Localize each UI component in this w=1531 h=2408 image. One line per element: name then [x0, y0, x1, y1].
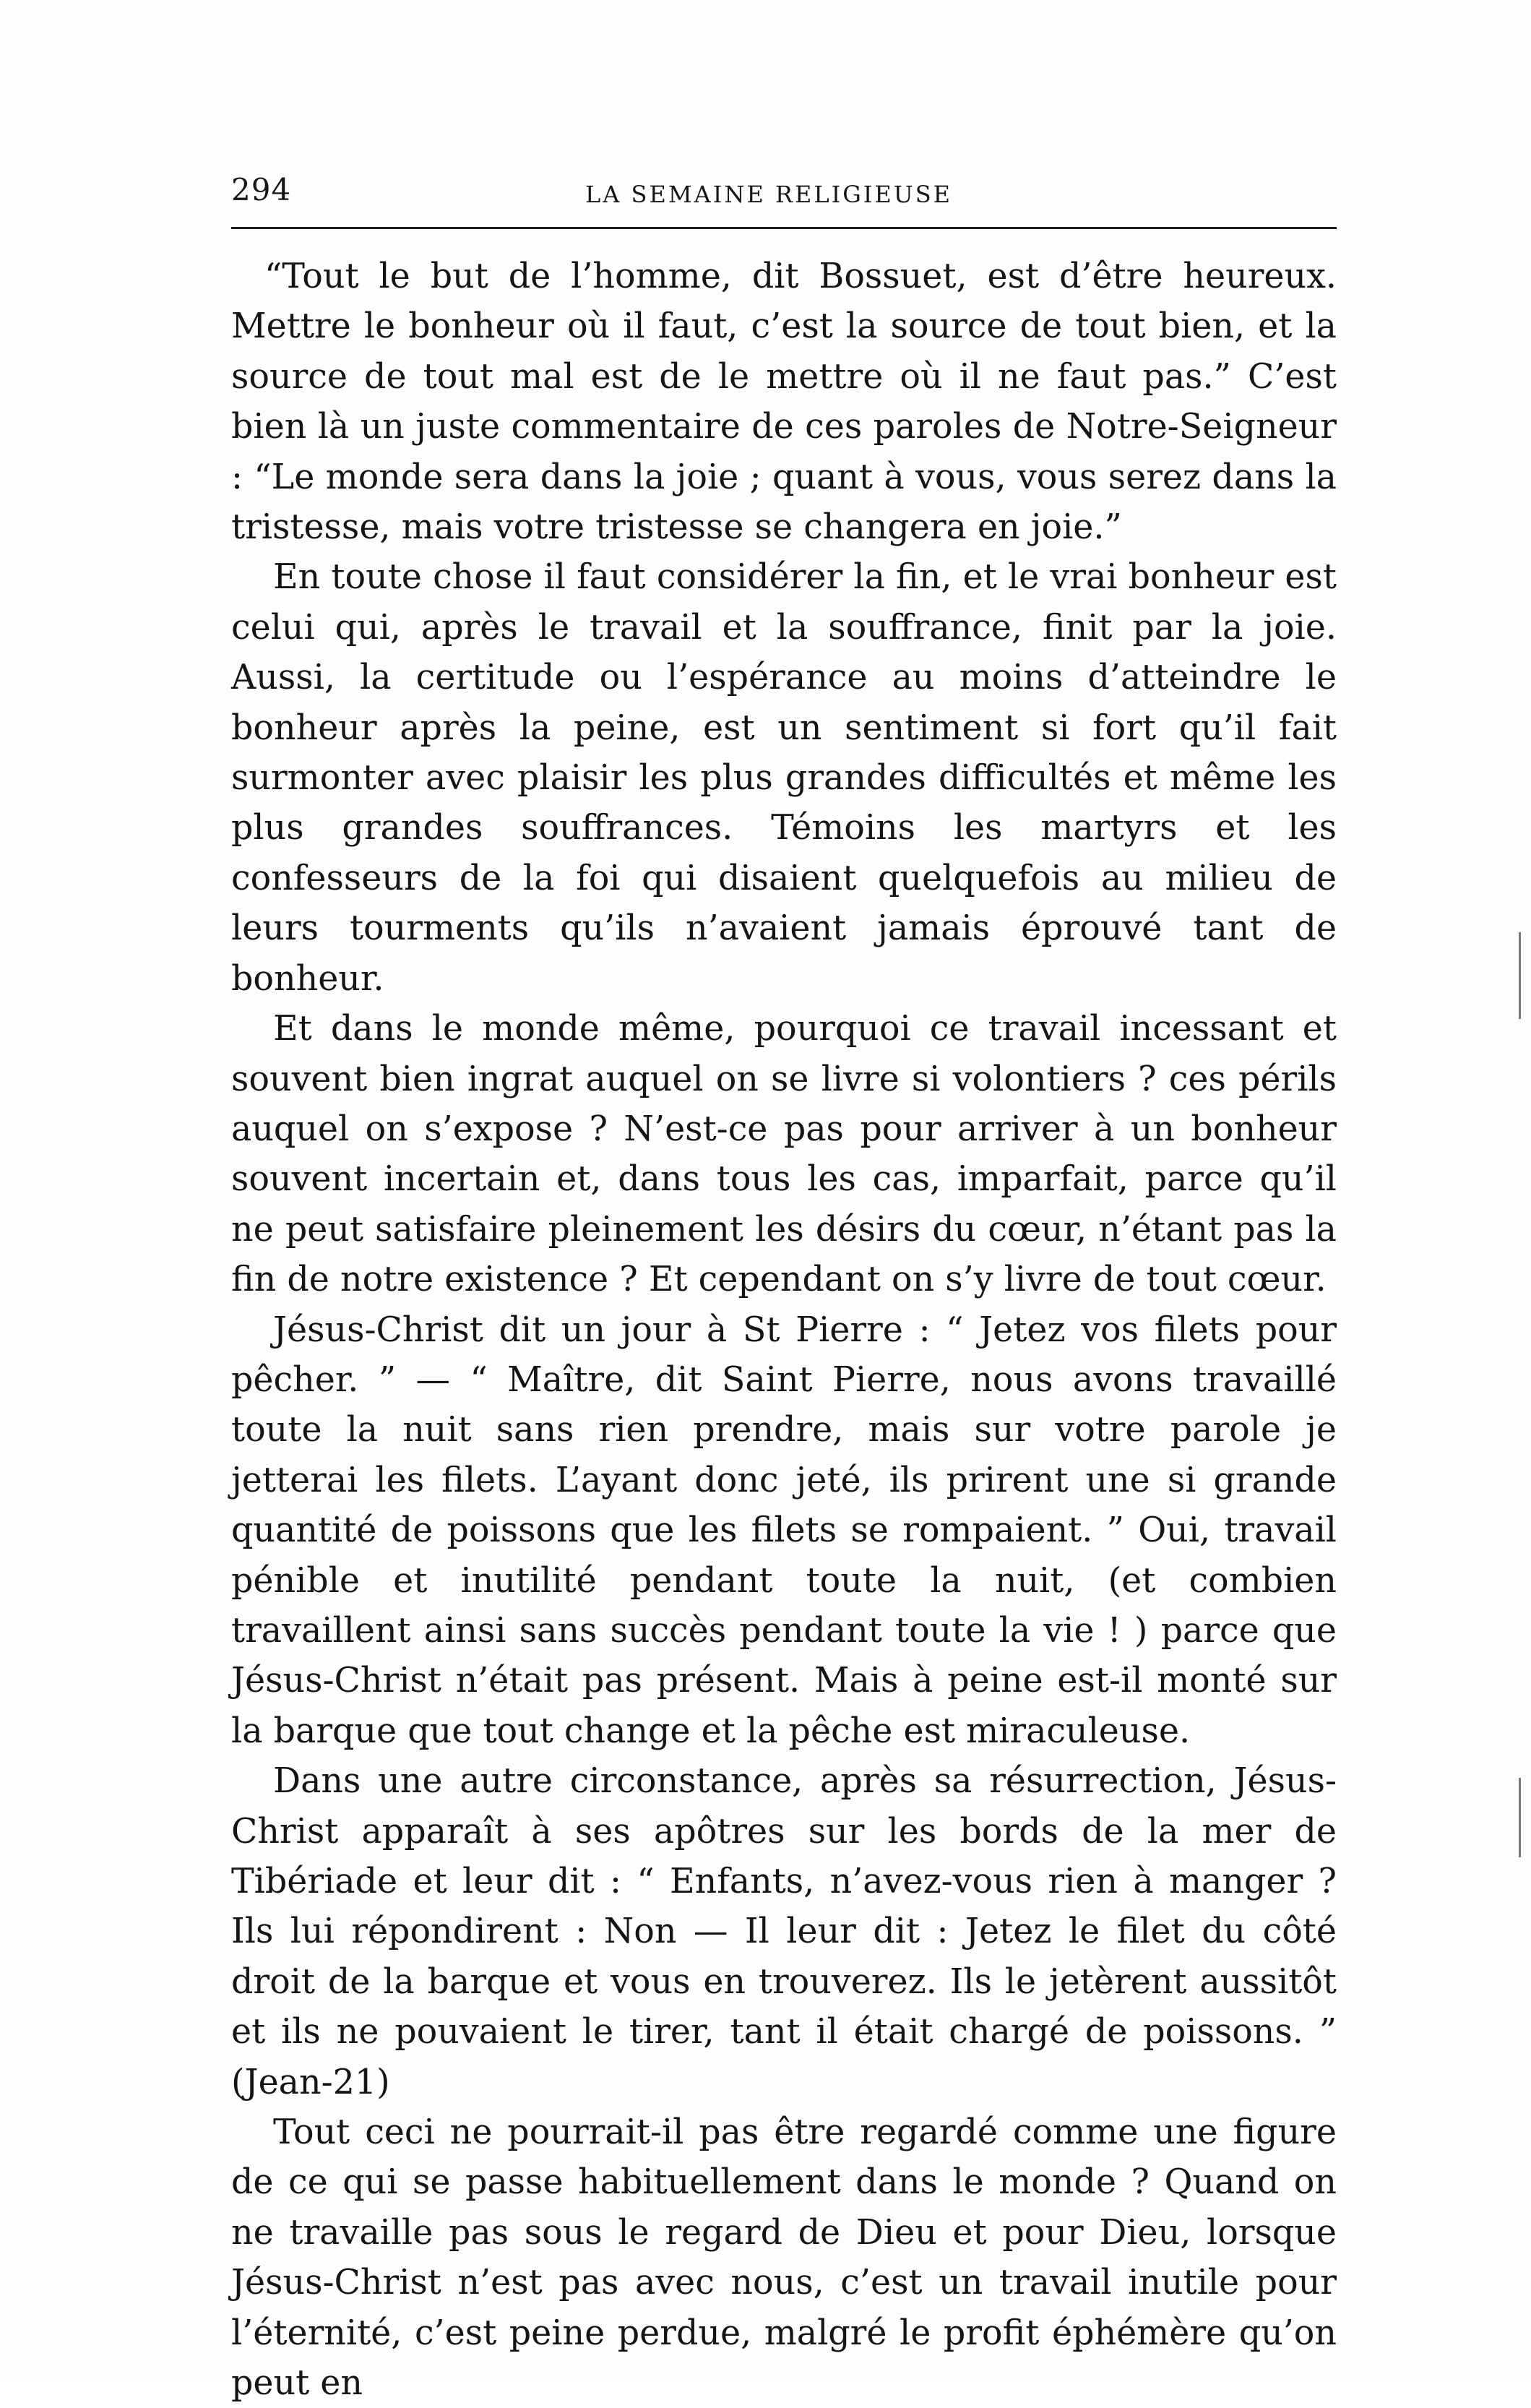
paragraph: Dans une autre circonstance, après sa résurrection, Jésus-Christ apparaît à ses apôtres sur les bords de la mer de Tibériade et leur dit : “ Enfants, n’avez-vous rien à manger ? Ils lui répondirent : Non — Il leur dit : Jetez le filet du côté droit de la barque et vous en trouverez. Ils le jetèrent aussitôt et ils ne pouvaient le tirer, tant il était chargé de poissons. ” (Jean-21): [231, 1761, 1337, 2102]
page-number: 294: [231, 172, 292, 207]
page-edge-mark: [1519, 1778, 1521, 1857]
body-text: [231, 251, 1337, 2408]
header-rule: [231, 227, 1337, 229]
paragraph: Tout ceci ne pourrait-il pas être regardé comme une figure de ce qui se passe habituellement dans le monde ? Quand on ne travaille pas sous le regard de Dieu et pour Dieu, lorsque Jésus-Christ n’est pas avec nous, c’est un travail inutile pour l’éternité, c’est peine perdue, malgré le profit éphémère qu’on peut en: [231, 2112, 1337, 2404]
page-header: [231, 166, 1337, 217]
paragraph: Et dans le monde même, pourquoi ce travail incessant et souvent bien ingrat auquel on se livre si volontiers ? ces périls auquel on s’expose ? N’est-ce pas pour arriver à un bonheur souvent incertain et, dans tous les cas, imparfait, parce qu’il ne peut satisfaire pleinement les désirs du cœur, n’étant pas la fin de notre existence ? Et cependant on s’y livre de tout cœur.: [231, 1009, 1337, 1300]
book-page: [231, 166, 1337, 2404]
running-title: LA SEMAINE RELIGIEUSE: [585, 181, 953, 208]
paragraph: “Tout le but de l’homme, dit Bossuet, est d’être heureux. Mettre le bonheur où il faut, c’est la source de tout bien, et la source de tout mal est de le mettre où il ne faut pas.” C’est bien là un juste commentaire de ces paroles de Notre-Seigneur : “Le monde sera dans la joie ; quant à vous, vous serez dans la tristesse, mais votre tristesse se changera en joie.”: [231, 257, 1337, 548]
paragraph: En toute chose il faut considérer la fin, et le vrai bonheur est celui qui, après le travail et la souffrance, finit par la joie. Aussi, la certitude ou l’espérance au moins d’atteindre le bonheur après la peine, est un sentiment si fort qu’il fait surmonter avec plaisir les plus grandes difficultés et même les plus grandes souffrances. Témoins les martyrs et les confesseurs de la foi qui disaient quelquefois au milieu de leurs tourments qu’ils n’avaient jamais éprouvé tant de bonheur.: [231, 557, 1337, 999]
page-edge-mark: [1519, 932, 1521, 1019]
paragraph: Jésus-Christ dit un jour à St Pierre : “ Jetez vos filets pour pêcher. ” — “ Maître, dit Saint Pierre, nous avons travaillé toute la nuit sans rien prendre, mais sur votre parole je jetterai les filets. L’ayant donc jeté, ils prirent une si grande quantité de poissons que les filets se rompaient. ” Oui, travail pénible et inutilité pendant toute la nuit, (et combien travaillent ainsi sans succès pendant toute la vie ! ) parce que Jésus-Christ n’était pas présent. Mais à peine est-il monté sur la barque que tout change et la pêche est miraculeuse.: [231, 1310, 1337, 1751]
